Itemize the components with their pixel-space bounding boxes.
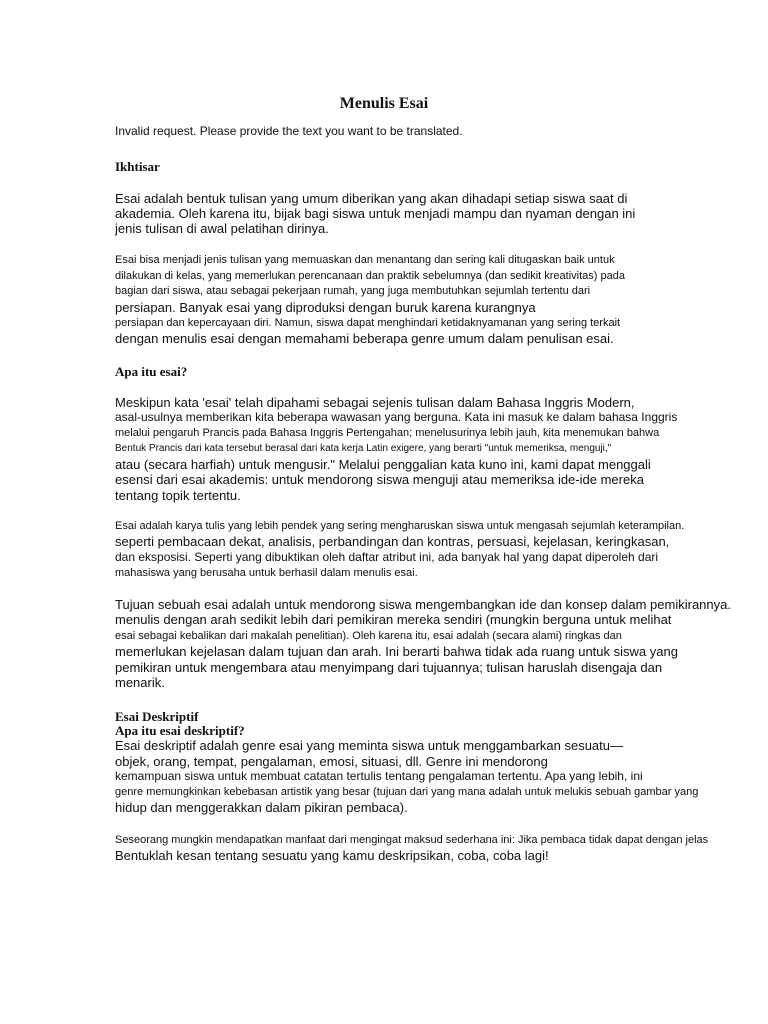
paragraph-line xyxy=(115,285,670,298)
paragraph-line: dan eksposisi. Seperti yang dibuktikan oleh daftar atribut ini, ada banyak hal yang dapat diperoleh dari xyxy=(115,550,659,564)
paragraph-line: Esai bisa menjadi jenis tulisan yang memuaskan dan menantang dan sering kali ditugaskan baik untuk xyxy=(115,254,615,266)
paragraph-line: jenis tulisan di awal pelatihan dirinya. xyxy=(115,221,329,236)
paragraph-line: Bentuklah kesan tentang sesuatu yang kamu deskripsikan, coba, coba lagi! xyxy=(115,848,549,863)
paragraph-line: Bentuk Prancis dari kata tersebut berasal dari kata kerja Latin exigere, yang berarti "untuk memeriksa, menguji," xyxy=(115,443,612,454)
paragraph-line: melalui pengaruh Prancis pada Bahasa Inggris Pertengahan; menelusurinya lebih jauh, kita menemukan bahwa xyxy=(115,427,660,439)
paragraph-line: esensi dari esai akademis: untuk mendorong siswa menguji atau memeriksa ide-ide mereka xyxy=(115,472,644,487)
paragraph-line: Meskipun kata 'esai' telah dipahami sebagai sejenis tulisan dalam Bahasa Inggris Modern, xyxy=(115,395,635,410)
heading-descriptive-essay: Esai Deskriptif xyxy=(115,709,199,724)
paragraph-line: atau (secara harfiah) untuk mengusir." Melalui penggalian kata kuno ini, kami dapat menggali xyxy=(115,457,651,472)
paragraph-line: dilakukan di kelas, yang memerlukan perencanaan dan praktik sebelumnya (dan sedikit kreativitas) pada xyxy=(115,270,625,282)
paragraph-line: esai sebagai kebalikan dari makalah penelitian). Oleh karena itu, esai adalah (secara alami) ringkas dan xyxy=(115,630,622,642)
heading-what-is-descriptive: Apa itu esai deskriptif? xyxy=(115,723,245,738)
paragraph-line: tentang topik tertentu. xyxy=(115,488,241,503)
paragraph-line: hidup dan menggerakkan dalam pikiran pembaca). xyxy=(115,800,408,815)
heading-overview: Ikhtisar xyxy=(115,159,160,174)
paragraph-line: kemampuan siswa untuk membuat catatan tertulis tentang pengalaman tertentu. Apa yang lebih, ini xyxy=(115,769,643,783)
paragraph-line: asal-usulnya memberikan kita beberapa wawasan yang berguna. Kata ini masuk ke dalam bahasa Inggris xyxy=(115,410,678,424)
paragraph-line: Esai adalah karya tulis yang lebih pendek yang sering mengharuskan siswa untuk mengasah sejumlah keterampilan. xyxy=(115,520,685,532)
paragraph-line-text: bagian dari siswa, atau sebagai pekerjaan rumah, yang juga membutuhkan sejumlah tertentu dari xyxy=(115,285,591,297)
paragraph-line: menulis dengan arah sedikit lebih dari pemikiran mereka sendiri (mungkin berguna untuk melihat xyxy=(115,612,672,627)
document-title: Menulis Esai xyxy=(339,95,429,112)
paragraph-line: pemikiran untuk mengembara atau menyimpang dari tujuannya; tulisan haruslah disengaja dan xyxy=(115,660,663,675)
paragraph-line: memerlukan kejelasan dalam tujuan dan arah. Ini berarti bahwa tidak ada ruang untuk siswa yang xyxy=(115,644,678,659)
paragraph-line: dengan menulis esai dengan memahami beberapa genre umum dalam penulisan esai. xyxy=(115,331,614,346)
paragraph-line: persiapan dan kepercayaan diri. Namun, siswa dapat menghindari ketidaknyamanan yang sering terkait xyxy=(115,317,621,329)
paragraph-line: mahasiswa yang berusaha untuk berhasil dalam menulis esai. xyxy=(115,567,418,579)
paragraph-line: objek, orang, tempat, pengalaman, emosi, situasi, dll. Genre ini mendorong xyxy=(115,754,548,769)
paragraph-line: seperti pembacaan dekat, analisis, perbandingan dan kontras, persuasi, kejelasan, keringkasan, xyxy=(115,534,670,549)
paragraph-line: genre memungkinkan kebebasan artistik yang besar (tujuan dari yang mana adalah untuk melukis sebuah gambar yang xyxy=(115,786,699,798)
paragraph-line: Esai deskriptif adalah genre esai yang meminta siswa untuk menggambarkan sesuatu— xyxy=(115,738,623,753)
paragraph-line: menarik. xyxy=(115,675,165,690)
paragraph-line: akademia. Oleh karena itu, bijak bagi siswa untuk menjadi mampu dan nyaman dengan ini xyxy=(115,206,636,221)
intro-note: Invalid request. Please provide the text you want to be translated. xyxy=(115,124,463,138)
paragraph-line: Seseorang mungkin mendapatkan manfaat dari mengingat maksud sederhana ini: Jika pembaca tidak dapat dengan jelas xyxy=(115,834,709,846)
paragraph-line: persiapan. Banyak esai yang diproduksi dengan buruk karena kurangnya xyxy=(115,300,536,315)
heading-what-is-essay: Apa itu esai? xyxy=(115,364,188,379)
paragraph-line: Tujuan sebuah esai adalah untuk mendorong siswa mengembangkan ide dan konsep dalam pemikirannya. xyxy=(115,597,731,612)
paragraph-line: Esai adalah bentuk tulisan yang umum diberikan yang akan dihadapi setiap siswa saat di xyxy=(115,191,628,206)
